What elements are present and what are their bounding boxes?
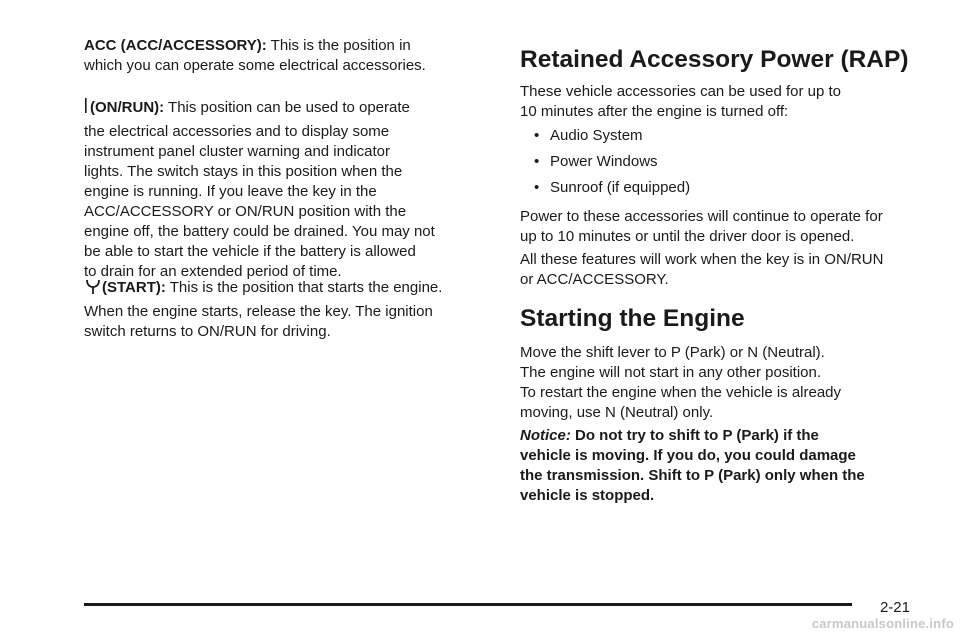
starting-paragraph: Move the shift lever to P (Park) or N (Neutral). The engine will not start in any other position. To restart the engine when the vehicle is already moving, use N (Neutral) only. — [520, 344, 842, 421]
bullet-icon: • — [534, 127, 540, 144]
acc-text-line1: This is the position in — [266, 37, 411, 54]
on-run-line: instrument panel cluster warning and indicator — [84, 143, 390, 160]
start-term: (START): — [102, 279, 166, 296]
acc-term: ACC (ACC/ACCESSORY): — [84, 37, 267, 54]
starting-heading: Starting the Engine — [520, 305, 745, 332]
page-number: 2-21 — [879, 599, 910, 616]
start-text-line1: This is the position that starts the engine. — [165, 279, 443, 296]
on-run-line: lights. The switch stays in this position when the — [84, 163, 403, 180]
on-run-line: the electrical accessories and to display some — [84, 123, 390, 140]
on-run-term: (ON/RUN): — [90, 99, 165, 116]
on-run-text-line1: This position can be used to operate — [164, 99, 410, 116]
bullet-icon: • — [534, 179, 540, 196]
bullet-icon: • — [534, 153, 540, 170]
rap-intro-line: These vehicle accessories can be used for up to — [520, 83, 842, 100]
notice-paragraph: Notice: Do not try to shift to P (Park) if the vehicle is moving. If you do, you could damage the transmission. Shift to P (Park) only when the vehicle is stopped. — [520, 427, 865, 504]
footer-rule — [84, 603, 852, 606]
list-item: • Sunroof (if equipped) — [534, 179, 691, 196]
rap-paragraph-1: Power to these accessories will continue to operate for up to 10 minutes or until the driver door is opened. — [520, 208, 883, 245]
rap-bullet-list — [520, 126, 920, 198]
start-line: When the engine starts, release the key. The ignition — [84, 303, 433, 320]
start-key-icon — [84, 278, 102, 302]
rap-paragraph-2: All these features will work when the key is in ON/RUN or ACC/ACCESSORY. — [520, 251, 884, 288]
rap-intro — [520, 82, 920, 122]
on-run-line: engine off, the battery could be drained. You may not — [84, 223, 435, 240]
on-run-line: to drain for an extended period of time. — [84, 263, 342, 280]
on-run-line: ACC/ACCESSORY or ON/RUN position with the — [84, 203, 407, 220]
on-run-line: be able to start the vehicle if the battery is allowed — [84, 243, 416, 260]
watermark: carmanualsonline.info — [811, 616, 954, 631]
on-run-paragraph — [84, 98, 494, 282]
start-paragraph — [84, 278, 494, 342]
on-run-line: engine is running. If you leave the key in the — [84, 183, 377, 200]
list-item: • Audio System — [534, 127, 643, 144]
start-line: switch returns to ON/RUN for driving. — [84, 323, 331, 340]
acc-paragraph — [84, 36, 494, 76]
acc-text-rest: which you can operate some electrical accessories. — [84, 57, 426, 74]
list-item: • Power Windows — [534, 153, 658, 170]
rap-heading: Retained Accessory Power (RAP) — [520, 46, 909, 73]
rap-intro-line: 10 minutes after the engine is turned off: — [520, 103, 789, 120]
notice-label: Notice: — [520, 427, 571, 444]
